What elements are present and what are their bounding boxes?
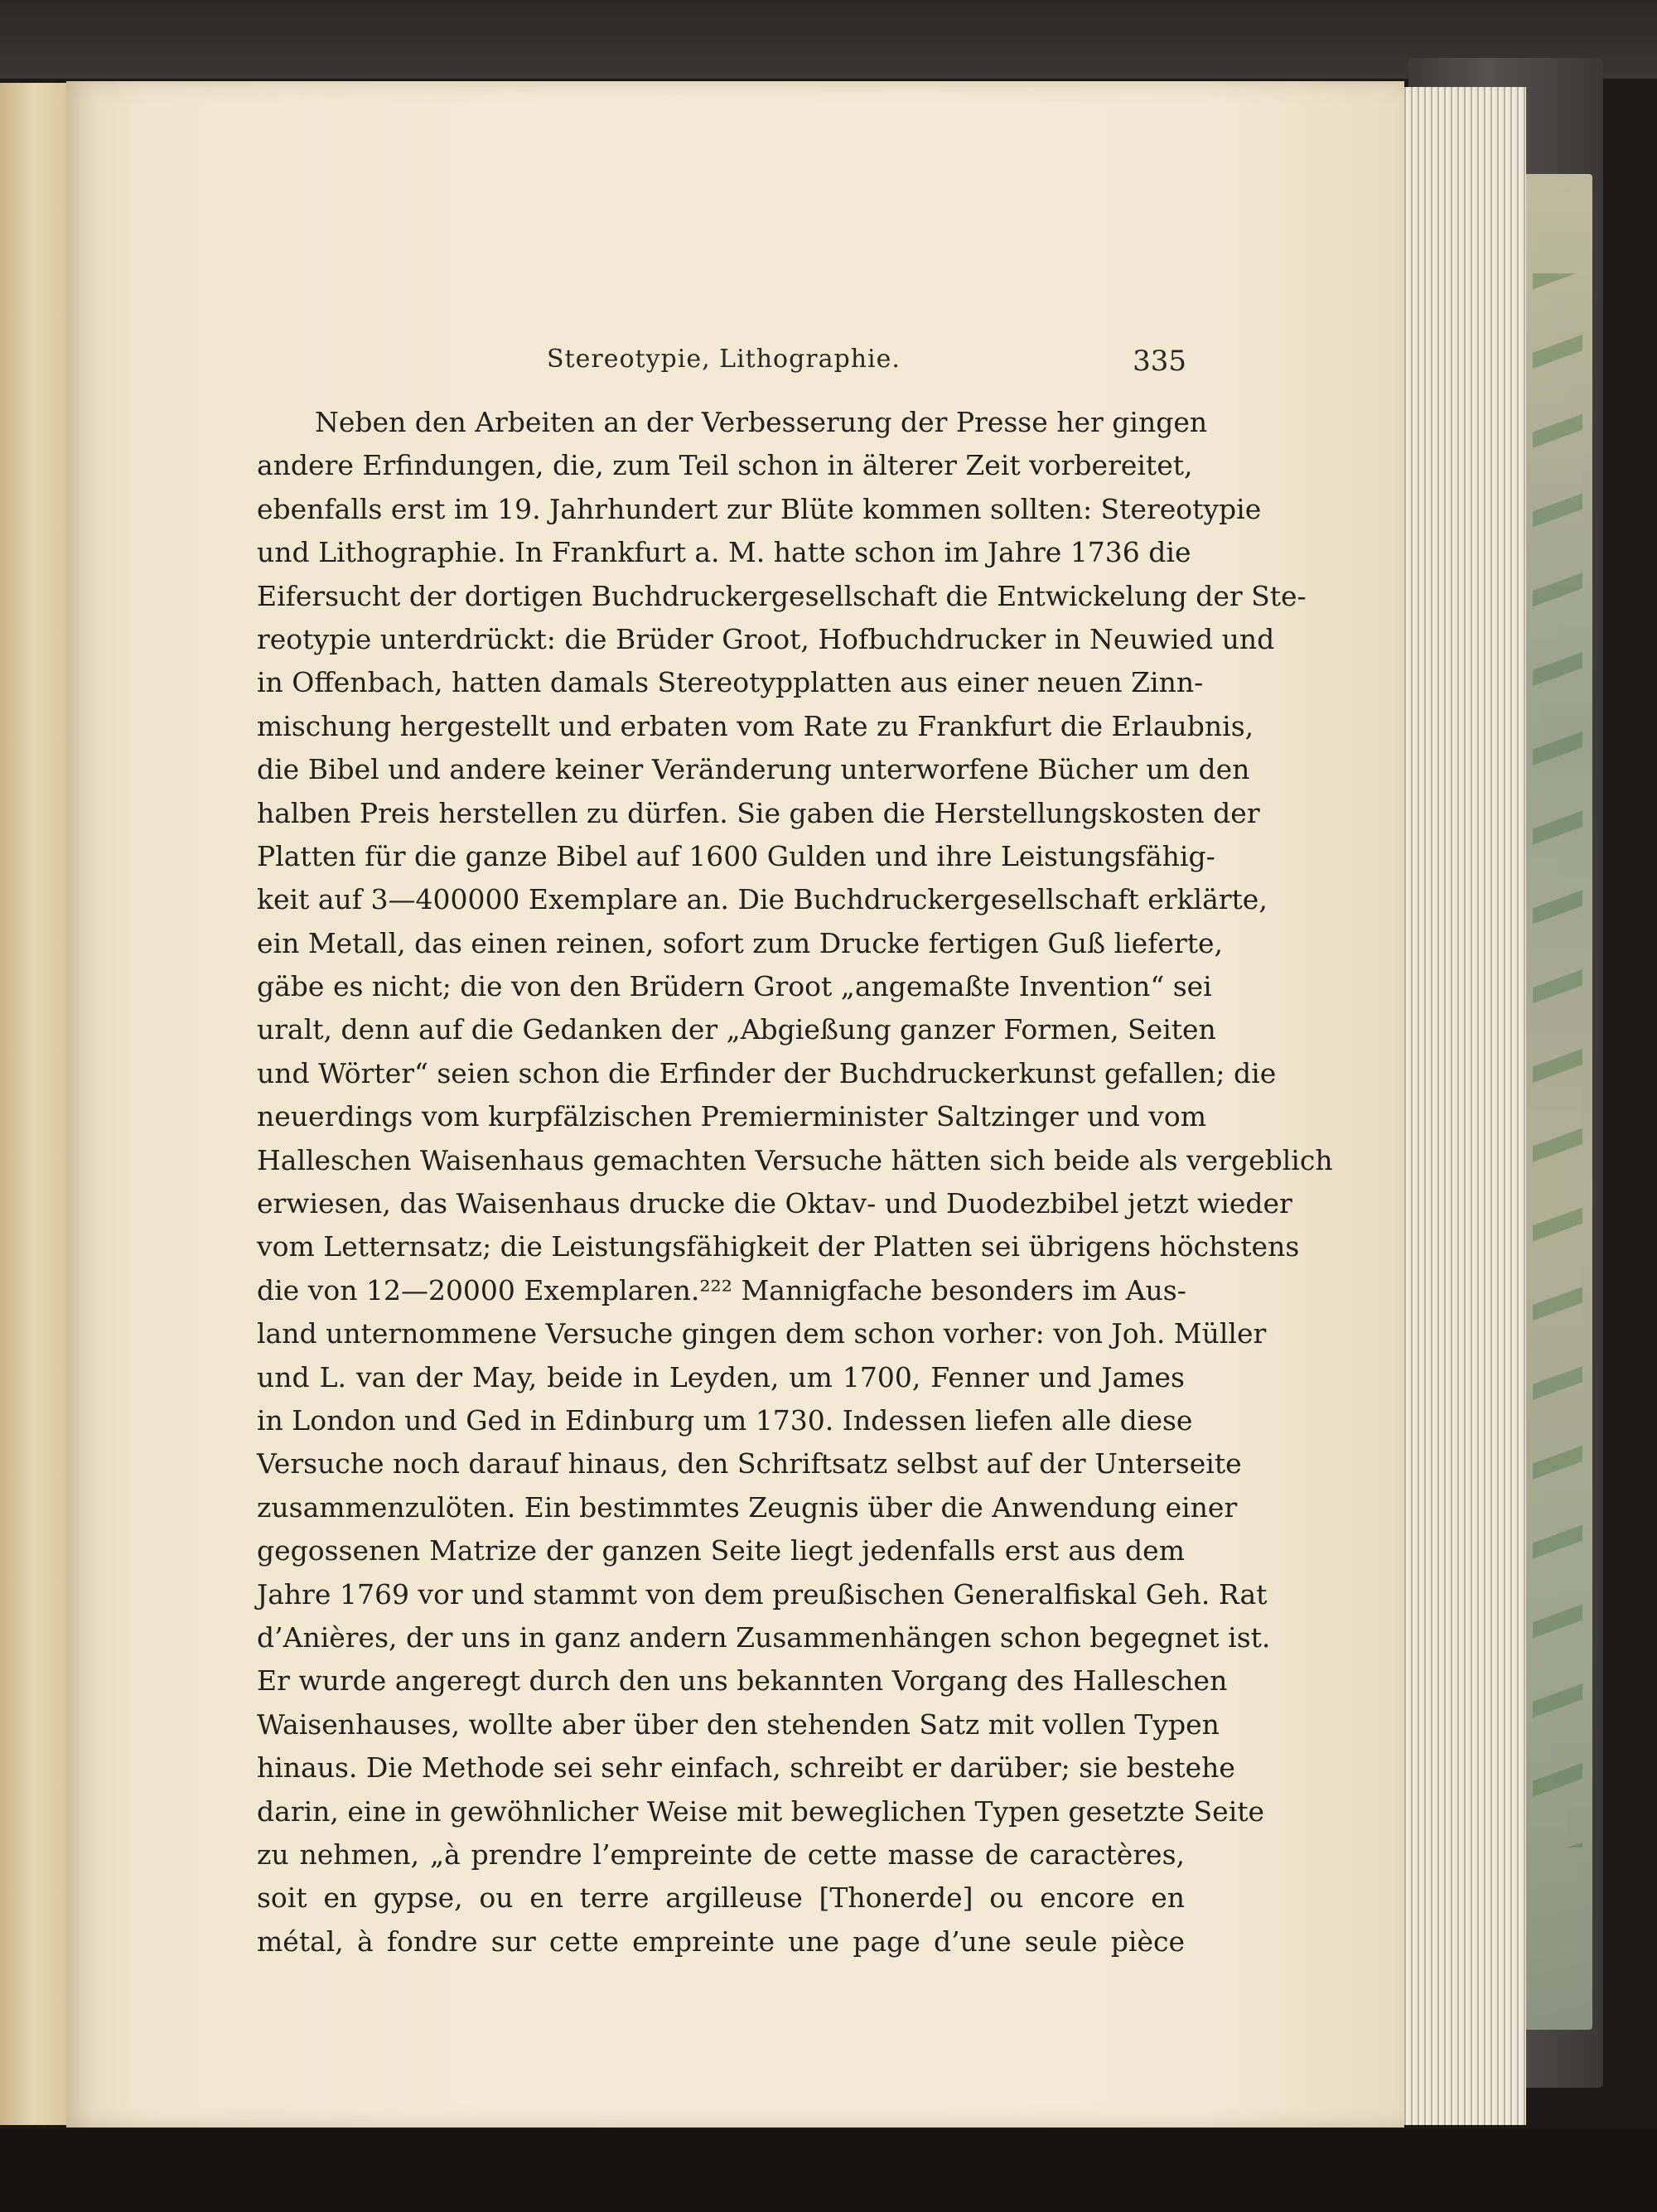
- text-line: keit auf 3—400000 Exemplare an. Die Buchdruckergesellschaft erklärte,: [257, 883, 1268, 916]
- text-line: hinaus. Die Methode sei sehr einfach, schreibt er darüber; sie bestehe: [257, 1751, 1235, 1785]
- scan-background-bottom: [0, 2129, 1657, 2212]
- text-line: ebenfalls erst im 19. Jahrhundert zur Blüte kommen sollten: Stereotypie: [257, 492, 1262, 525]
- text-line: reotypie unterdrückt: die Brüder Groot, Hofbuchdrucker in Neuwied und: [257, 622, 1275, 655]
- text-line: gäbe es nicht; die von den Brüdern Groot „angemaßte Invention“ sei: [257, 970, 1212, 1003]
- book-page: [66, 81, 1404, 2127]
- text-line: in Offenbach, hatten damals Stereotypplatten aus einer neuen Zinn-: [257, 666, 1204, 699]
- page-edges: [1400, 87, 1526, 2125]
- text-line: die Bibel und andere keiner Veränderung unterworfene Bücher um den: [257, 753, 1250, 786]
- page-number: 335: [1133, 345, 1186, 378]
- text-line: die von 12—20000 Exemplaren.²²² Mannigfache besonders im Aus-: [257, 1273, 1186, 1306]
- text-line: vom Letternsatz; die Leistungsfähigkeit der Platten sei übrigens höchstens: [257, 1230, 1300, 1263]
- text-line: Versuche noch darauf hinaus, den Schriftsatz selbst auf der Unterseite: [257, 1447, 1242, 1480]
- text-line: soit en gypse, ou en terre argilleuse [Thonerde] ou encore en: [257, 1881, 1185, 1915]
- text-line: zu nehmen, „à prendre l’empreinte de cette masse de caractères,: [257, 1838, 1185, 1871]
- text-line: darin, eine in gewöhnlicher Weise mit beweglichen Typen gesetzte Seite: [257, 1794, 1265, 1828]
- text-line: gegossenen Matrize der ganzen Seite liegt jedenfalls erst aus dem: [257, 1534, 1185, 1567]
- text-line: Eifersucht der dortigen Buchdruckergesellschaft die Entwickelung der Ste-: [257, 579, 1307, 612]
- text-line: d’Anières, der uns in ganz andern Zusammenhängen schon begegnet ist.: [257, 1620, 1271, 1654]
- text-line: erwiesen, das Waisenhaus drucke die Oktav- und Duodezbibel jetzt wieder: [257, 1187, 1292, 1220]
- text-line: uralt, denn auf die Gedanken der „Abgießung ganzer Formen, Seiten: [257, 1013, 1216, 1046]
- text-line: und Lithographie. In Frankfurt a. M. hatte schon im Jahre 1736 die: [257, 536, 1191, 569]
- text-line: neuerdings vom kurpfälzischen Premierminister Saltzinger und vom: [257, 1100, 1207, 1133]
- previous-page-edge: [0, 83, 76, 2125]
- text-line: in London und Ged in Edinburg um 1730. Indessen liefen alle diese: [257, 1403, 1193, 1437]
- text-line: und L. van der May, beide in Leyden, um 1700, Fenner und James: [257, 1360, 1185, 1393]
- text-line: Platten für die ganze Bibel auf 1600 Gulden und ihre Leistungsfähig-: [257, 839, 1215, 872]
- text-line: halben Preis herstellen zu dürfen. Sie gaben die Herstellungskosten der: [257, 796, 1260, 829]
- text-line: ein Metall, das einen reinen, sofort zum Drucke fertigen Guß lieferte,: [257, 926, 1224, 959]
- text-line: und Wörter“ seien schon die Erfinder der Buchdruckerkunst gefallen; die: [257, 1056, 1277, 1089]
- text-line: andere Erfindungen, die, zum Teil schon in älterer Zeit vorbereitet,: [257, 449, 1193, 482]
- text-line: métal, à fondre sur cette empreinte une page d’une seule pièce: [257, 1925, 1185, 1958]
- marbled-endpaper: [1524, 174, 1592, 2030]
- text-line: mischung hergestellt und erbaten vom Rate zu Frankfurt die Erlaubnis,: [257, 709, 1254, 742]
- text-line: Jahre 1769 vor und stammt von dem preußischen Generalfiskal Geh. Rat: [257, 1577, 1268, 1611]
- text-line: zusammenzulöten. Ein bestimmtes Zeugnis über die Anwendung einer: [257, 1490, 1238, 1524]
- text-line: Waisenhauses, wollte aber über den stehenden Satz mit vollen Typen: [257, 1707, 1220, 1741]
- text-line: Neben den Arbeiten an der Verbesserung der Presse her gingen: [315, 406, 1208, 438]
- text-line: Halleschen Waisenhaus gemachten Versuche hätten sich beide als vergeblich: [257, 1143, 1333, 1176]
- text-line: Er wurde angeregt durch den uns bekannten Vorgang des Halleschen: [257, 1664, 1228, 1698]
- running-title: Stereotypie, Lithographie.: [547, 345, 901, 374]
- body-text: [257, 401, 1333, 1963]
- text-line: land unternommene Versuche gingen dem schon vorher: von Joh. Müller: [257, 1317, 1267, 1350]
- page-header: [257, 338, 1185, 388]
